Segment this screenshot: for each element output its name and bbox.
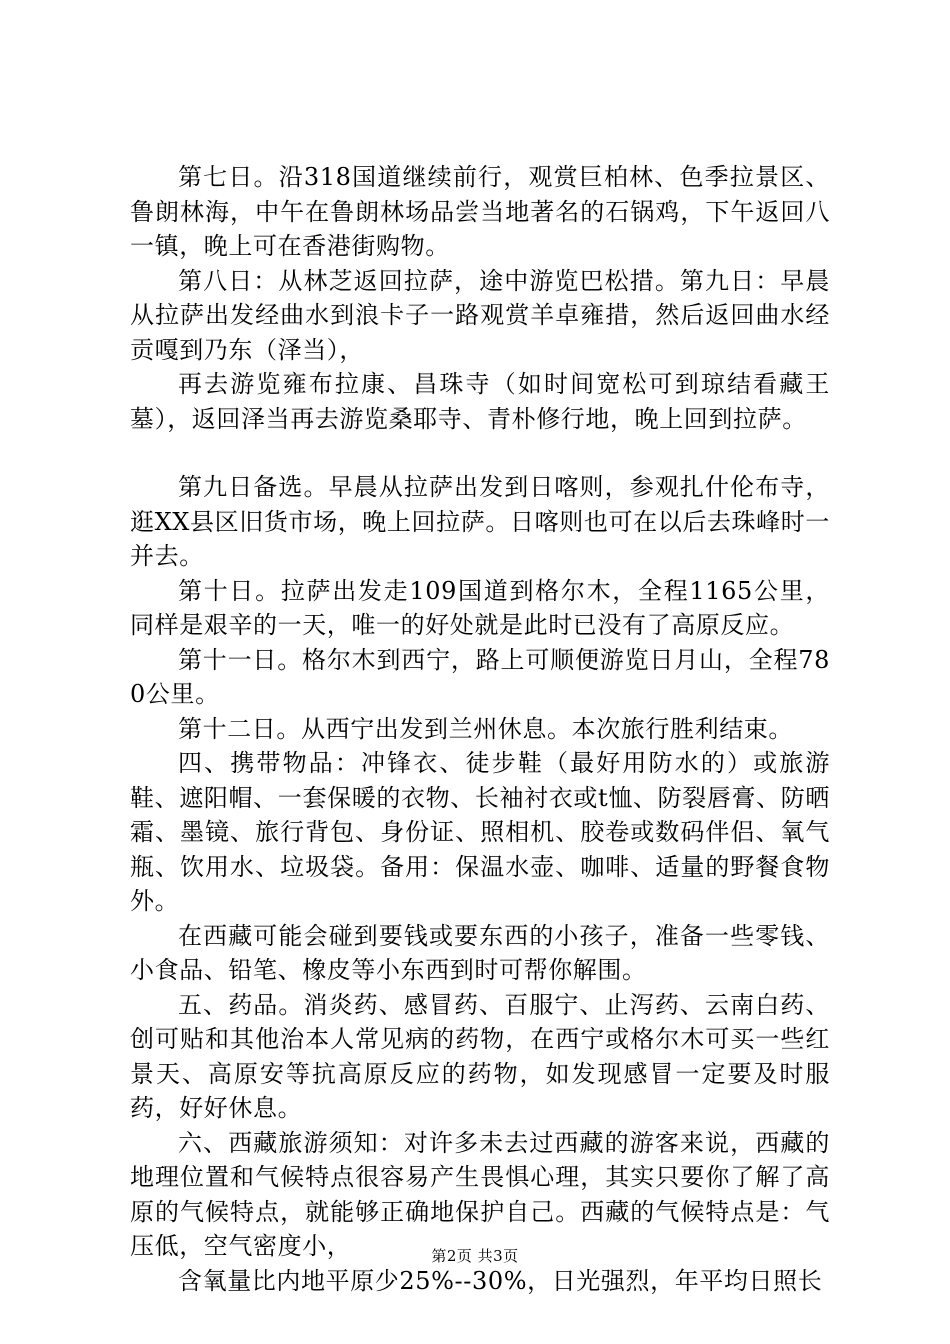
paragraph-packing-list: 四、携带物品：冲锋衣、徒步鞋（最好用防水的）或旅游鞋、遮阳帽、一套保暖的衣物、长袖衬衣或t恤、防裂唇膏、防晒霜、墨镜、旅行背包、身份证、照相机、胶卷或数码伴侣、氧气瓶、饮用水、垃圾袋。备用：保温水壶、咖啡、适量的野餐食物外。 [130, 749, 830, 915]
paragraph-day11: 第十一日。格尔木到西宁，路上可顺便游览日月山，全程780公里。 [130, 645, 830, 708]
paragraph-day10: 第十日。拉萨出发走109国道到格尔木，全程1165公里，同样是艰辛的一天，唯一的好处就是此时已没有了高原反应。 [130, 576, 830, 639]
paragraph-oxygen-sunlight: 含氧量比内地平原少25%--30%，日光强烈，年平均日照长 [178, 1266, 823, 1295]
paragraph-day9-alternative: 第九日备选。早晨从拉萨出发到日喀则，参观扎什伦布寺，逛XX县区旧货市场，晚上回拉萨。日喀则也可在以后去珠峰时一并去。 [130, 473, 830, 570]
paragraph-day7: 第七日。沿318国道继续前行，观赏巨柏林、色季拉景区、鲁朗林海，中午在鲁朗林场品尝当地著名的石锅鸡，下午返回八一镇，晚上可在香港街购物。 [130, 163, 830, 260]
paragraph-day12: 第十二日。从西宁出发到兰州休息。本次旅行胜利结束。 [178, 714, 793, 743]
document-body [130, 160, 830, 1298]
paragraph-medicine: 五、药品。消炎药、感冒药、百服宁、止泻药、云南白药、创可贴和其他治本人常见病的药物，在西宁或格尔木可买一些红景天、高原安等抗高原反应的药物，如发现感冒一定要及时服药，好好休息。 [130, 990, 830, 1122]
paragraph-children-tip: 在西藏可能会碰到要钱或要东西的小孩子，准备一些零钱、小食品、铅笔、橡皮等小东西到时可帮你解围。 [130, 921, 830, 984]
page-number-footer: 第2页 共3页 [431, 1247, 519, 1265]
paragraph-day9-continued: 再去游览雍布拉康、昌珠寺（如时间宽松可到琼结看藏王墓），返回泽当再去游览桑耶寺、青朴修行地，晚上回到拉萨。 [130, 370, 830, 433]
paragraph-tibet-notice: 六、西藏旅游须知：对许多未去过西藏的游客来说，西藏的地理位置和气候特点很容易产生畏惧心理，其实只要你了解了高原的气候特点，就能够正确地保护自己。西藏的气候特点是：气压低，空气密度小， [130, 1128, 830, 1260]
paragraph-day8-day9: 第八日：从林芝返回拉萨，途中游览巴松措。第九日：早晨从拉萨出发经曲水到浪卡子一路观赏羊卓雍措，然后返回曲水经贡嘎到乃东（泽当）， [130, 266, 830, 364]
